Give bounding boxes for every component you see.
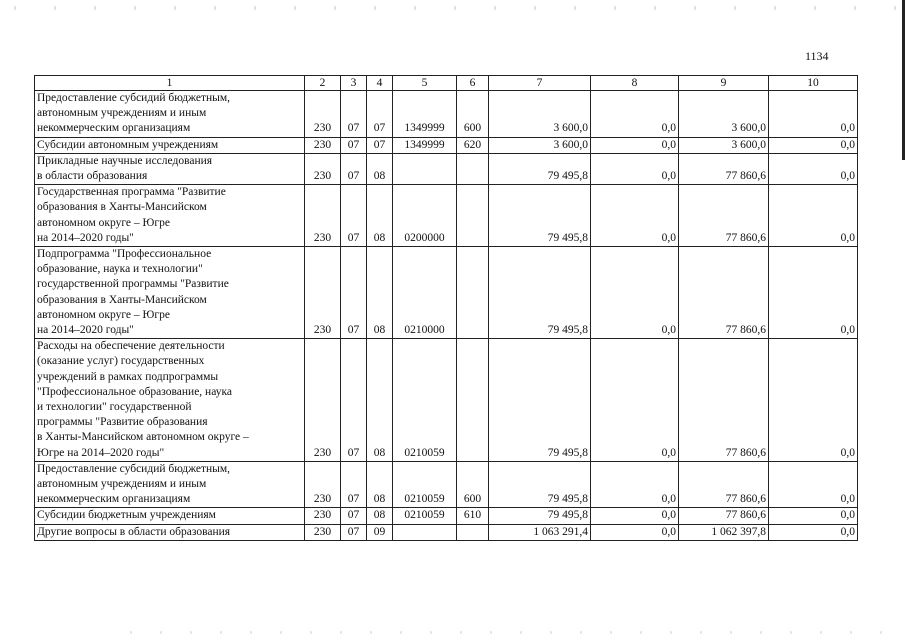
target-article-cell: 1349999	[393, 137, 457, 153]
subsection-code-cell: 07	[367, 91, 393, 138]
amount-cell: 77 860,6	[679, 508, 769, 524]
amount-cell: 0,0	[591, 339, 679, 462]
column-header: 9	[679, 76, 769, 91]
table-row	[35, 91, 858, 138]
amount-cell: 79 495,8	[489, 247, 591, 339]
column-header: 1	[35, 76, 305, 91]
amount-cell: 0,0	[591, 461, 679, 508]
target-article-cell: 0210059	[393, 508, 457, 524]
column-header: 3	[341, 76, 367, 91]
target-article-cell: 0200000	[393, 185, 457, 247]
expense-type-cell	[457, 153, 489, 184]
section-code-cell: 07	[341, 524, 367, 540]
table-row	[35, 185, 858, 247]
table-row	[35, 461, 858, 508]
scan-noise-top	[0, 6, 905, 10]
section-code-cell: 07	[341, 137, 367, 153]
subsection-code-cell: 08	[367, 339, 393, 462]
target-article-cell	[393, 153, 457, 184]
amount-cell: 0,0	[591, 247, 679, 339]
amount-cell: 79 495,8	[489, 185, 591, 247]
amount-cell: 0,0	[591, 137, 679, 153]
amount-cell: 0,0	[591, 508, 679, 524]
table-row	[35, 247, 858, 339]
amount-cell: 79 495,8	[489, 508, 591, 524]
amount-cell: 77 860,6	[679, 461, 769, 508]
amount-cell: 0,0	[769, 247, 858, 339]
subsection-code-cell: 08	[367, 508, 393, 524]
column-header: 7	[489, 76, 591, 91]
ministry-code-cell: 230	[305, 461, 341, 508]
amount-cell: 1 062 397,8	[679, 524, 769, 540]
target-article-cell: 0210000	[393, 247, 457, 339]
column-header: 5	[393, 76, 457, 91]
expense-type-cell	[457, 185, 489, 247]
page-number: 1134	[805, 49, 829, 63]
expense-type-cell: 600	[457, 461, 489, 508]
amount-cell: 0,0	[769, 339, 858, 462]
expense-type-cell	[457, 247, 489, 339]
ministry-code-cell: 230	[305, 508, 341, 524]
budget-table	[34, 75, 858, 541]
amount-cell: 77 860,6	[679, 339, 769, 462]
target-article-cell: 0210059	[393, 339, 457, 462]
amount-cell: 0,0	[769, 524, 858, 540]
amount-cell: 0,0	[769, 185, 858, 247]
column-header: 8	[591, 76, 679, 91]
row-name-cell: Предоставление субсидий бюджетным, автономным учреждениям и иным некоммерческим организациям	[35, 91, 305, 138]
table-row	[35, 153, 858, 184]
amount-cell: 0,0	[769, 508, 858, 524]
row-name-cell: Расходы на обеспечение деятельности (оказание услуг) государственных учреждений в рамках подпрограммы "Профессиональное образование, наука и технологии" государственной программы "Развитие образования в Ханты-Мансийском автономном округе – Югре на 2014–2020 годы"	[35, 339, 305, 462]
amount-cell: 77 860,6	[679, 247, 769, 339]
row-name-cell: Подпрограмма "Профессиональное образование, наука и технологии" государственной программы "Развитие образования в Ханты-Мансийском автономном округе – Югре на 2014–2020 годы"	[35, 247, 305, 339]
amount-cell: 79 495,8	[489, 153, 591, 184]
target-article-cell: 0210059	[393, 461, 457, 508]
table-row	[35, 137, 858, 153]
ministry-code-cell: 230	[305, 185, 341, 247]
amount-cell: 79 495,8	[489, 461, 591, 508]
expense-type-cell	[457, 524, 489, 540]
amount-cell: 77 860,6	[679, 185, 769, 247]
table-row	[35, 339, 858, 462]
amount-cell: 0,0	[591, 91, 679, 138]
amount-cell: 0,0	[769, 461, 858, 508]
ministry-code-cell: 230	[305, 91, 341, 138]
section-code-cell: 07	[341, 247, 367, 339]
amount-cell: 0,0	[769, 153, 858, 184]
section-code-cell: 07	[341, 508, 367, 524]
ministry-code-cell: 230	[305, 339, 341, 462]
subsection-code-cell: 08	[367, 153, 393, 184]
scan-noise-bottom	[120, 631, 905, 634]
subsection-code-cell: 09	[367, 524, 393, 540]
amount-cell: 77 860,6	[679, 153, 769, 184]
column-header: 10	[769, 76, 858, 91]
row-name-cell: Субсидии бюджетным учреждениям	[35, 508, 305, 524]
row-name-cell: Прикладные научные исследования в области образования	[35, 153, 305, 184]
amount-cell: 3 600,0	[679, 91, 769, 138]
ministry-code-cell: 230	[305, 247, 341, 339]
amount-cell: 3 600,0	[679, 137, 769, 153]
ministry-code-cell: 230	[305, 153, 341, 184]
table-header-row	[35, 76, 858, 91]
expense-type-cell: 620	[457, 137, 489, 153]
column-header: 6	[457, 76, 489, 91]
section-code-cell: 07	[341, 339, 367, 462]
section-code-cell: 07	[341, 91, 367, 138]
amount-cell: 79 495,8	[489, 339, 591, 462]
expense-type-cell: 600	[457, 91, 489, 138]
expense-type-cell	[457, 339, 489, 462]
column-header: 4	[367, 76, 393, 91]
row-name-cell: Предоставление субсидий бюджетным, автономным учреждениям и иным некоммерческим организациям	[35, 461, 305, 508]
subsection-code-cell: 07	[367, 137, 393, 153]
amount-cell: 0,0	[769, 91, 858, 138]
row-name-cell: Другие вопросы в области образования	[35, 524, 305, 540]
amount-cell: 0,0	[591, 185, 679, 247]
target-article-cell: 1349999	[393, 91, 457, 138]
section-code-cell: 07	[341, 461, 367, 508]
row-name-cell: Государственная программа "Развитие образования в Ханты-Мансийском автономном округе – Югре на 2014–2020 годы"	[35, 185, 305, 247]
amount-cell: 1 063 291,4	[489, 524, 591, 540]
amount-cell: 0,0	[591, 153, 679, 184]
ministry-code-cell: 230	[305, 137, 341, 153]
table-row	[35, 524, 858, 540]
amount-cell: 3 600,0	[489, 91, 591, 138]
section-code-cell: 07	[341, 153, 367, 184]
column-header: 2	[305, 76, 341, 91]
amount-cell: 0,0	[591, 524, 679, 540]
subsection-code-cell: 08	[367, 247, 393, 339]
expense-type-cell: 610	[457, 508, 489, 524]
amount-cell: 0,0	[769, 137, 858, 153]
table-row	[35, 508, 858, 524]
row-name-cell: Субсидии автономным учреждениям	[35, 137, 305, 153]
ministry-code-cell: 230	[305, 524, 341, 540]
subsection-code-cell: 08	[367, 185, 393, 247]
target-article-cell	[393, 524, 457, 540]
amount-cell: 3 600,0	[489, 137, 591, 153]
subsection-code-cell: 08	[367, 461, 393, 508]
section-code-cell: 07	[341, 185, 367, 247]
